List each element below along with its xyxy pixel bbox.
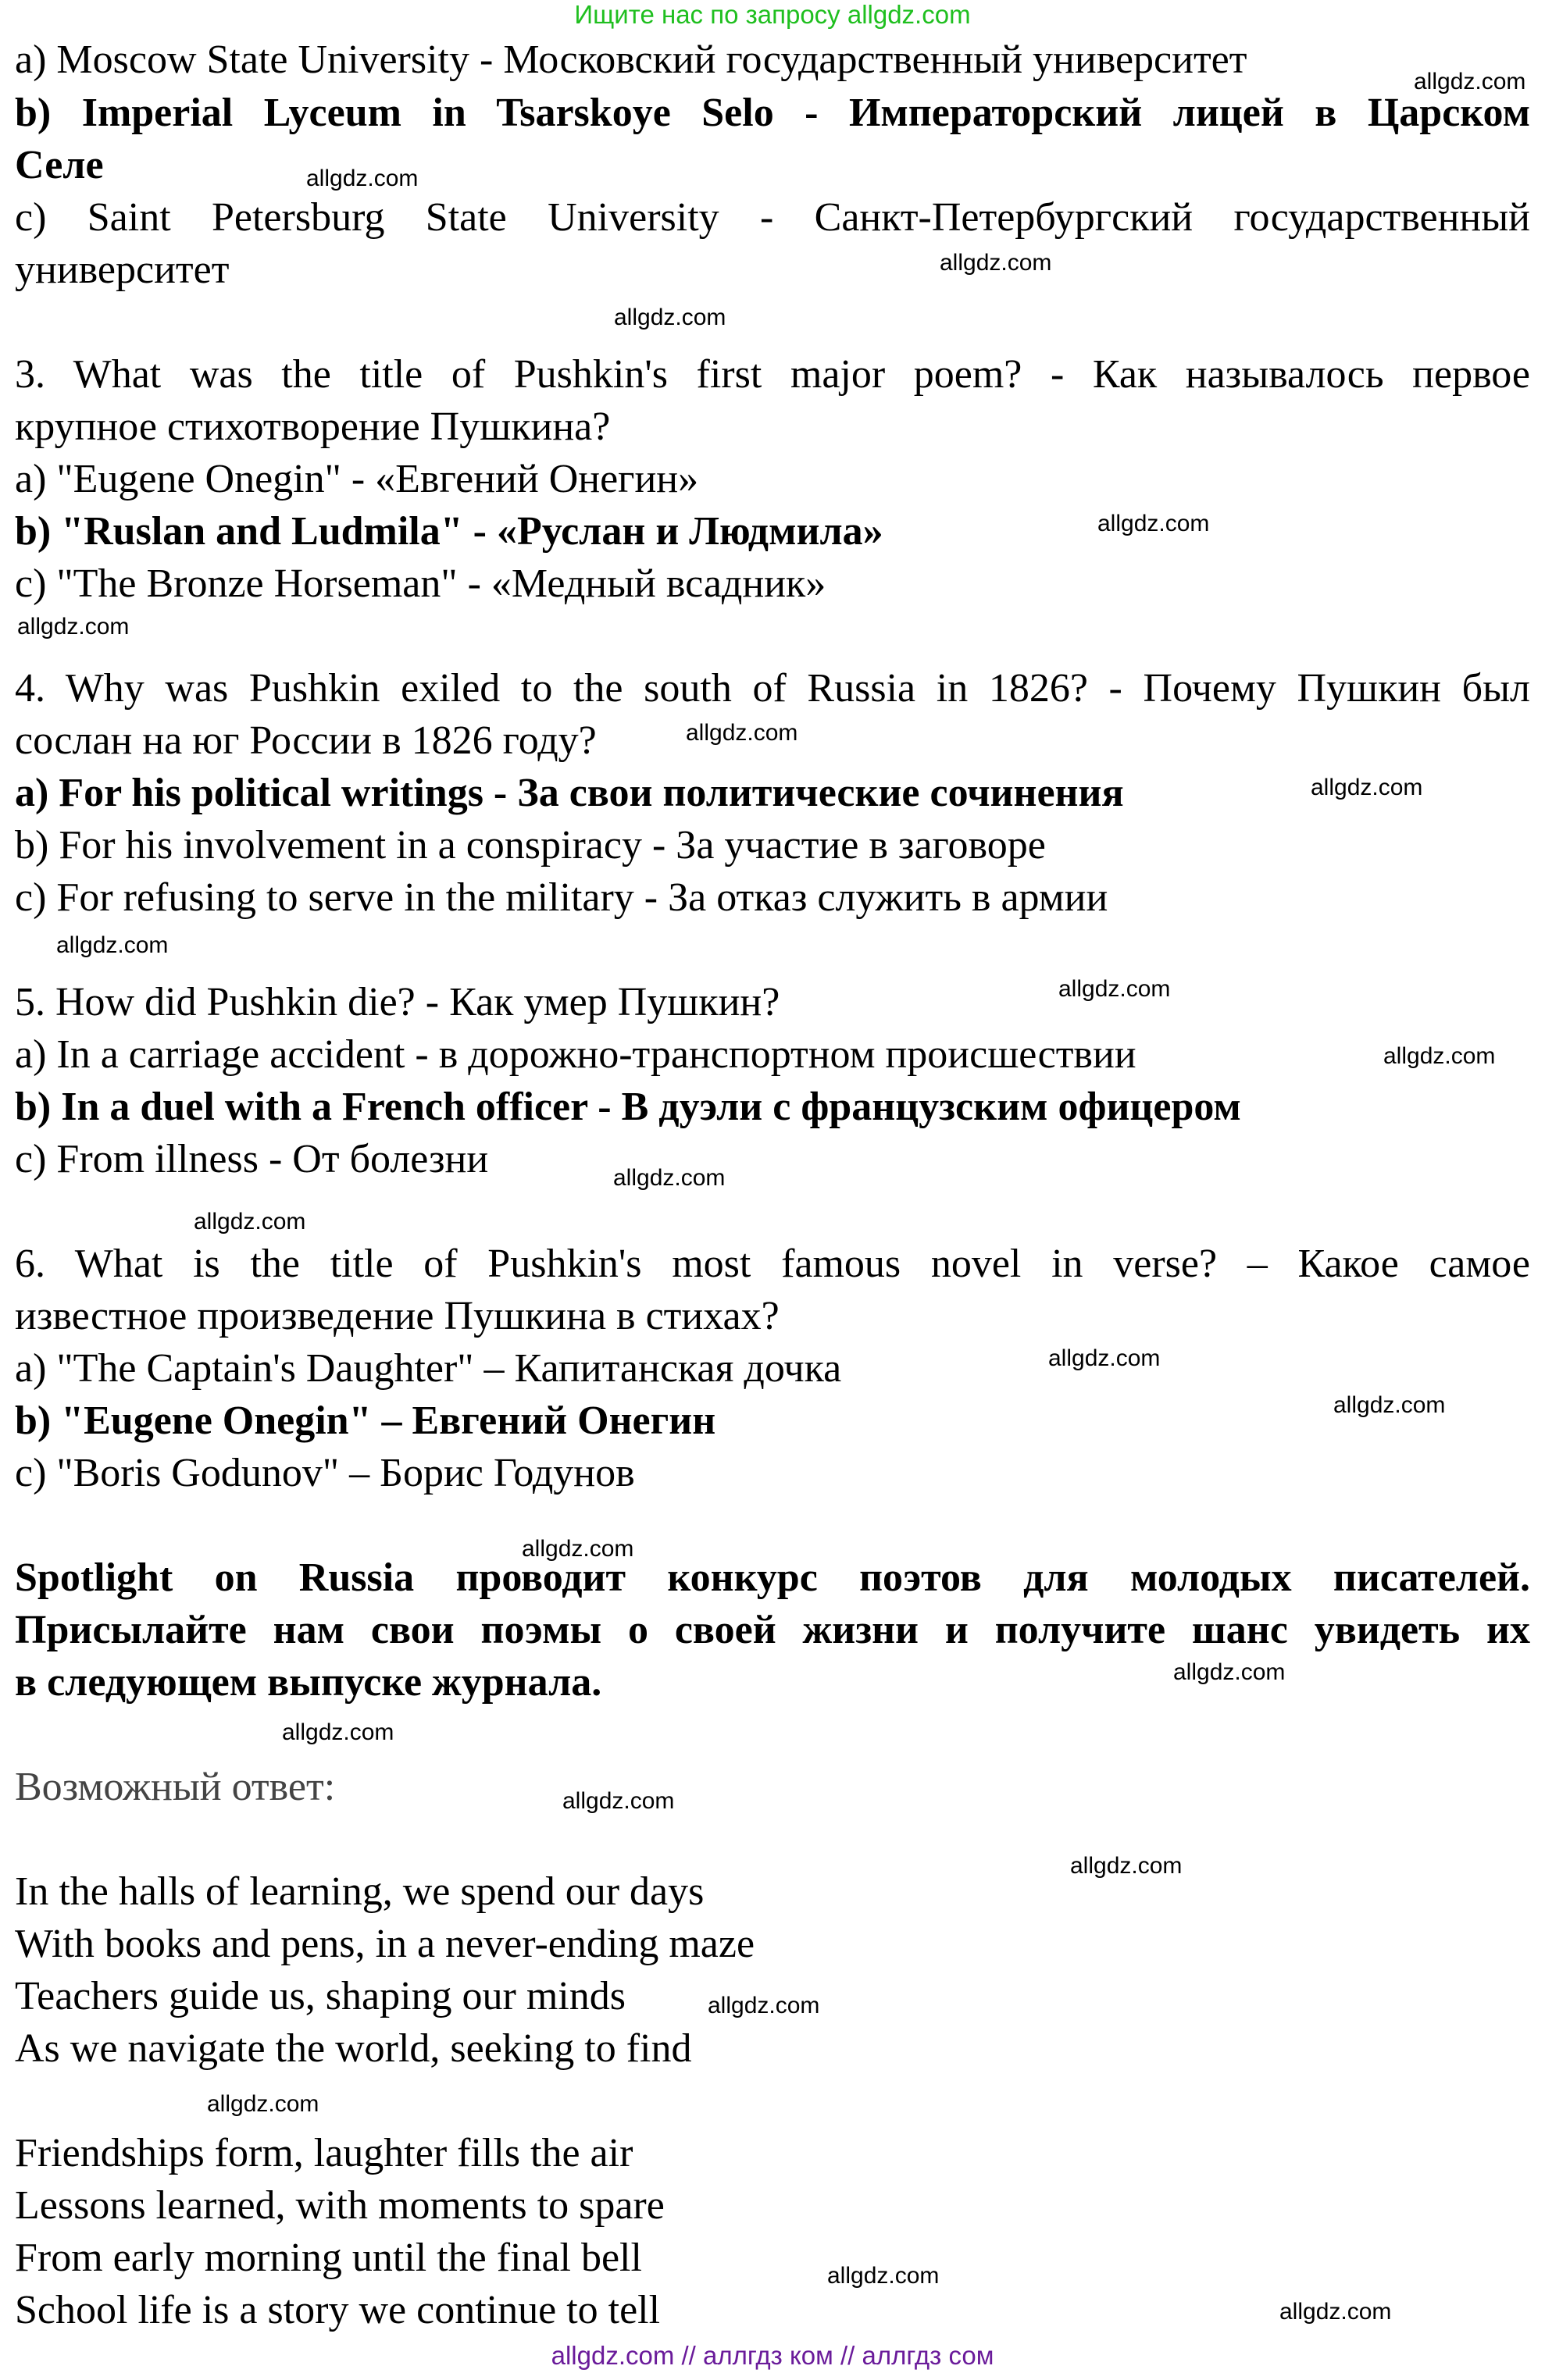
watermark: allgdz.com: [686, 720, 798, 746]
q3-question-line1: 3. What was the title of Pushkin's first major poem? - Как называлось первое: [15, 352, 1530, 397]
q3-question-line2: крупное стихотворение Пушкина?: [15, 404, 611, 449]
watermark: allgdz.com: [613, 1165, 726, 1191]
q2-option-c-line2: университет: [15, 248, 230, 292]
poem-line: With books and pens, in a never-ending maze: [15, 1922, 755, 1966]
q3-option-c: c) "The Bronze Horseman" - «Медный всадник»: [15, 561, 826, 606]
q3-option-a: a) "Eugene Onegin" - «Евгений Онегин»: [15, 457, 699, 501]
q4-question-line1: 4. Why was Pushkin exiled to the south of Russia in 1826? - Почему Пушкин был: [15, 666, 1530, 711]
watermark: allgdz.com: [17, 614, 130, 640]
q6-question-line1: 6. What is the title of Pushkin's most famous novel in verse? – Какое самое: [15, 1242, 1530, 1286]
q5-question: 5. How did Pushkin die? - Как умер Пушкин?: [15, 980, 780, 1024]
watermark: allgdz.com: [1097, 511, 1210, 536]
q6-option-a: a) "The Captain's Daughter" – Капитанская дочка: [15, 1346, 842, 1391]
watermark: allgdz.com: [708, 1993, 820, 2018]
contest-line2: Присылайте нам свои поэмы о своей жизни и получите шанс увидеть их: [15, 1608, 1530, 1652]
search-banner[interactable]: Ищите нас по запросу allgdz.com: [574, 0, 971, 29]
watermark: allgdz.com: [1414, 69, 1526, 94]
watermark: allgdz.com: [562, 1788, 675, 1814]
watermark: allgdz.com: [1311, 775, 1423, 800]
watermark: allgdz.com: [827, 2263, 940, 2289]
poem-line: From early morning until the final bell: [15, 2236, 642, 2280]
q6-question-line2: известное произведение Пушкина в стихах?: [15, 1294, 780, 1338]
watermark: allgdz.com: [522, 1536, 634, 1562]
q2-option-c-line1: c) Saint Petersburg State University - Санкт-Петербургский государственный: [15, 195, 1530, 240]
q5-option-b: b) In a duel with a French officer - В дуэли с французским офицером: [15, 1085, 1241, 1129]
watermark: allgdz.com: [1333, 1392, 1446, 1418]
q2-option-b-line2: Селе: [15, 143, 104, 187]
watermark: allgdz.com: [1279, 2299, 1392, 2325]
watermark: allgdz.com: [940, 250, 1052, 276]
contest-line1: Spotlight on Russia проводит конкурс поэтов для молодых писателей.: [15, 1555, 1530, 1600]
q5-option-a: a) In a carriage accident - в дорожно-транспортном происшествии: [15, 1032, 1136, 1077]
watermark: allgdz.com: [1383, 1043, 1496, 1069]
contest-line3: в следующем выпуске журнала.: [15, 1660, 602, 1705]
q4-question-line2: сослан на юг России в 1826 году?: [15, 718, 597, 763]
watermark: allgdz.com: [194, 1209, 306, 1235]
watermark: allgdz.com: [306, 166, 419, 191]
poem-line: As we navigate the world, seeking to find: [15, 2026, 692, 2071]
poem-line: Teachers guide us, shaping our minds: [15, 1974, 626, 2018]
q4-option-a: a) For his political writings - За свои политические сочинения: [15, 771, 1124, 815]
q2-option-a: a) Moscow State University - Московский государственный университет: [15, 37, 1247, 82]
poem-line: Friendships form, laughter fills the air: [15, 2131, 633, 2175]
poem-line: Lessons learned, with moments to spare: [15, 2183, 665, 2228]
answer-label: Возможный ответ:: [15, 1765, 336, 1809]
q6-option-c: c) "Boris Godunov" – Борис Годунов: [15, 1451, 635, 1495]
watermark: allgdz.com: [56, 932, 169, 958]
watermark: allgdz.com: [1070, 1853, 1183, 1879]
q3-option-b: b) "Ruslan and Ludmila" - «Руслан и Людмила»: [15, 509, 883, 554]
watermark: allgdz.com: [1048, 1345, 1161, 1371]
q4-option-c: c) For refusing to serve in the military - За отказ служить в армии: [15, 875, 1108, 920]
watermark: allgdz.com: [1173, 1659, 1286, 1685]
poem-line: School life is a story we continue to tell: [15, 2288, 661, 2332]
watermark: allgdz.com: [1058, 976, 1171, 1002]
watermark: allgdz.com: [282, 1719, 394, 1745]
watermark: allgdz.com: [207, 2091, 319, 2117]
watermark: allgdz.com: [614, 305, 726, 330]
q5-option-c: c) From illness - От болезни: [15, 1137, 489, 1181]
q4-option-b: b) For his involvement in a conspiracy - За участие в заговоре: [15, 823, 1046, 868]
q6-option-b: b) "Eugene Onegin" – Евгений Онегин: [15, 1398, 716, 1443]
poem-line: In the halls of learning, we spend our days: [15, 1869, 705, 1914]
footer-links[interactable]: allgdz.com // аллгдз ком // аллгдз сом: [551, 2341, 994, 2370]
q2-option-b-line1: b) Imperial Lyceum in Tsarskoye Selo - Императорский лицей в Царском: [15, 91, 1530, 135]
